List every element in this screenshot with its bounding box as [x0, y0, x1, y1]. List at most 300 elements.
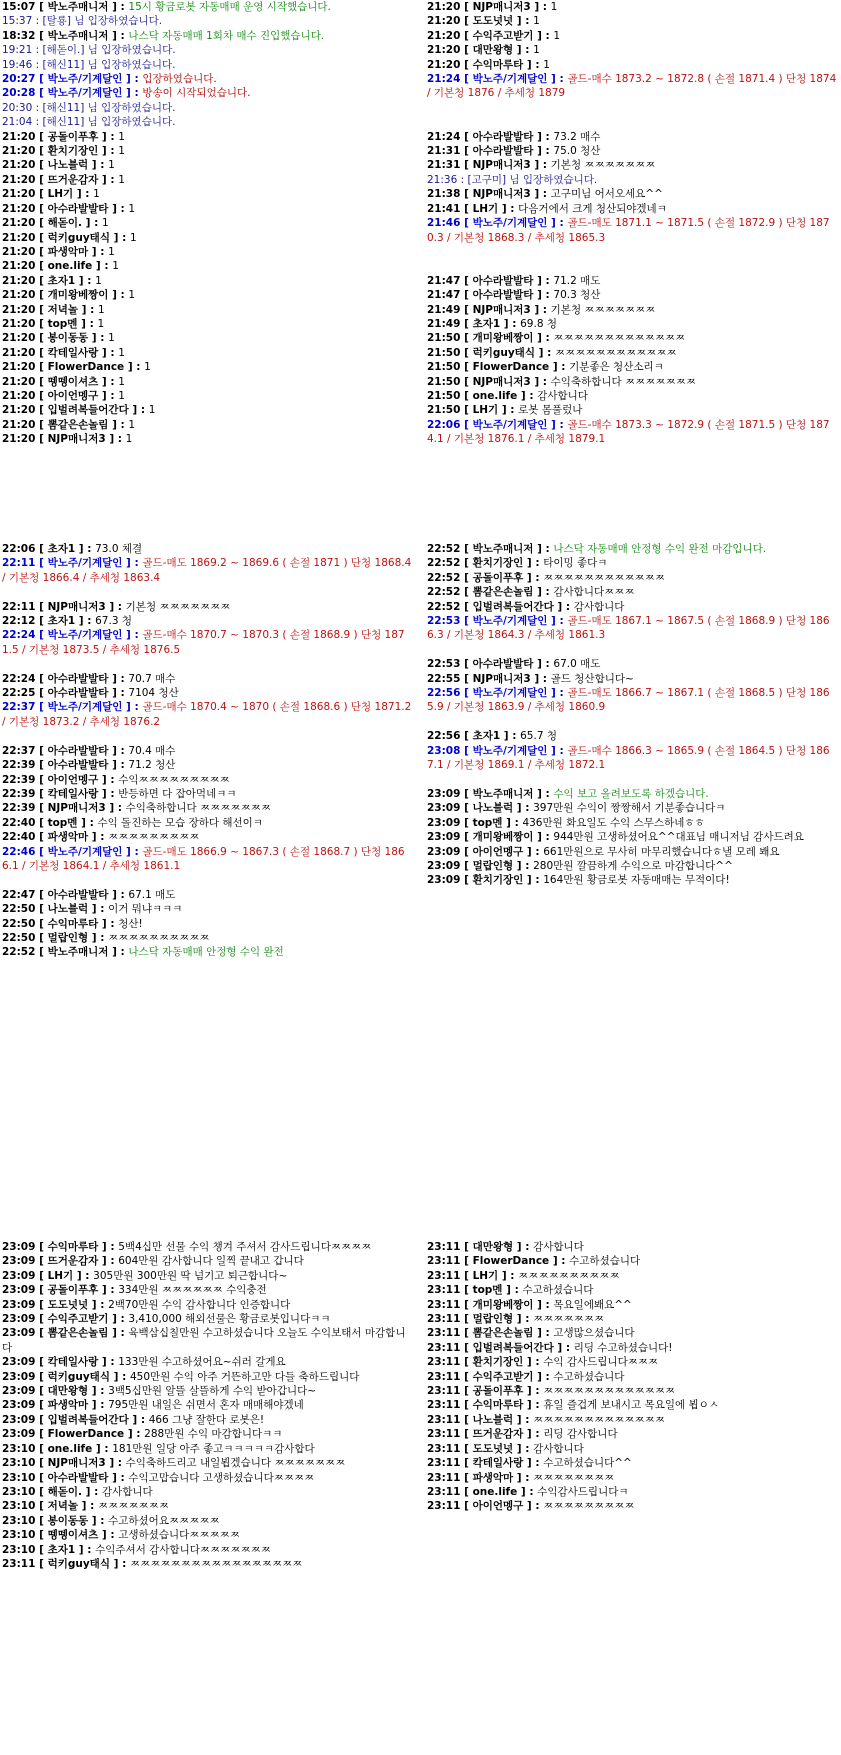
message-time: 22:47 [2, 888, 36, 901]
message-time: 21:24 [427, 130, 461, 143]
chat-message [2, 360, 412, 374]
sender-nickname: 박노주/기계달인 [47, 73, 123, 86]
nick-close: ] : [128, 404, 149, 417]
chat-message [2, 600, 412, 614]
nick-open: [ [35, 418, 48, 431]
sender-nickname: 환치기장인 [47, 145, 99, 158]
chat-message [427, 0, 837, 14]
sender-nickname: 럭키guy태식 [47, 231, 110, 244]
message-time: 18:32 [2, 29, 36, 42]
chat-message [427, 1456, 837, 1470]
sender-nickname: NJP매니저3 [47, 802, 106, 815]
sender-nickname: NJP매니저3 [472, 303, 531, 316]
message-time: 22:24 [2, 629, 36, 642]
sender-nickname: 럭키guy태식 [472, 346, 535, 359]
chat-message [427, 830, 837, 844]
nick-open: [ [460, 1255, 473, 1268]
chat-message [2, 888, 412, 902]
sender-nickname: 아수라발발타 [472, 274, 534, 287]
nick-open: [ [460, 543, 473, 555]
nick-close: ] : [513, 859, 534, 872]
nick-open: [ [460, 816, 473, 829]
chat-message [427, 288, 837, 302]
chat-message [2, 1384, 412, 1398]
message-text: ㅉㅉㅉㅉㅉㅉㅉ [97, 1500, 169, 1513]
message-text: 164만원 황금로봇 자동매매는 무적이다! [543, 874, 730, 887]
message-text: 육백삼십칠만원 수고하셨습니다 오늘도 수익보태서 마감합니다 [2, 1327, 406, 1354]
message-text: ㅉㅉㅉㅉㅉㅉㅉㅉㅉㅉㅉㅉ [543, 571, 665, 584]
message-time: 22:12 [2, 615, 36, 628]
nick-close: ] : [523, 1457, 544, 1470]
nick-close: ] : [108, 888, 129, 901]
nick-close: ] : [105, 802, 126, 815]
message-text: 1 [112, 260, 119, 273]
message-time: 21:50 [427, 332, 461, 345]
message-time: 21:20 [2, 375, 36, 388]
chat-message [2, 1269, 412, 1283]
nick-close: ] : [122, 557, 143, 570]
nick-open: [ [35, 1514, 48, 1527]
message-time: 23:09 [2, 1327, 36, 1340]
nick-close: ] : [98, 346, 119, 359]
message-text: 기분좋은 청산소리ㅋ [569, 361, 664, 374]
nick-open: [ [460, 1298, 473, 1311]
message-text: 7104 청산 [128, 687, 179, 700]
nick-open: [ [35, 202, 48, 215]
nick-open: [ [35, 1557, 48, 1570]
message-time: 23:09 [2, 1255, 36, 1268]
chat-message [427, 1427, 837, 1441]
nick-close: ] : [553, 1341, 574, 1354]
message-time: 21:50 [427, 361, 461, 374]
message-time: 23:09 [2, 1269, 36, 1282]
sender-nickname: top멘 [47, 816, 78, 829]
nick-open: [ [35, 274, 48, 287]
chat-message [2, 1283, 412, 1297]
message-text: 수익고맙습니다 고생하셨습니다ㅉㅉㅉㅉ [128, 1471, 315, 1484]
chat-message [2, 628, 412, 657]
chat-message [2, 144, 412, 158]
message-time: 23:11 [427, 1428, 461, 1441]
nick-close: ] : [88, 903, 109, 916]
message-text: 1 [118, 346, 125, 359]
nick-close: ] : [502, 816, 523, 829]
sender-nickname: 대만왕형 [472, 1241, 514, 1253]
nick-open: [ [460, 418, 473, 431]
message-text: ㅉㅉㅉㅉㅉㅉㅉ [533, 1313, 605, 1326]
nick-close: ] : [78, 303, 98, 316]
chat-message [2, 0, 412, 14]
chat-message [2, 1298, 412, 1312]
chat-message [2, 202, 412, 216]
message-time: 21:46 [427, 217, 461, 230]
message-time: 21:20 [2, 145, 36, 158]
message-time: 22:24 [2, 672, 36, 685]
message-time: 23:09 [2, 1370, 36, 1383]
nick-close: ] : [533, 1370, 554, 1383]
message-time: 15:07 [2, 1, 36, 13]
message-text: 795만원 내일은 쉬면서 혼자 매매해야겠네 [108, 1399, 304, 1412]
nick-open: [ [35, 615, 48, 628]
spacer [427, 259, 837, 273]
nick-open: [ [35, 375, 48, 388]
message-time: 23:09 [2, 1385, 36, 1398]
nick-open: [ [35, 773, 48, 786]
nick-close: ] : [108, 289, 129, 302]
message-time: 23:09 [427, 874, 461, 887]
sender-nickname: 박노주/기계달인 [47, 845, 123, 858]
chat-message [2, 1398, 412, 1412]
message-time: 23:09 [2, 1241, 36, 1253]
nick-open: [ [460, 1327, 473, 1340]
nick-open: [ [35, 917, 48, 930]
message-text: 1 [101, 217, 109, 230]
chat-message [2, 1427, 412, 1441]
sender-nickname: 박노주/기계달인 [472, 687, 548, 700]
sender-nickname: 아수라발발타 [47, 888, 109, 901]
chat-message [2, 231, 412, 245]
message-text: 334만원 ㅉㅉㅉㅉㅉㅉ 수익충전 [118, 1284, 267, 1297]
message-text: 288만원 수익 마감합니다ㅋㅋ [144, 1428, 283, 1441]
nick-open: [ [460, 802, 473, 815]
chat-message [427, 130, 837, 144]
nick-open: [ [35, 217, 48, 230]
nick-close: ] : [108, 672, 129, 685]
spacer [2, 657, 412, 671]
nick-close: ] : [498, 404, 519, 417]
nick-close: ] : [98, 145, 119, 158]
nick-open: [ [35, 557, 48, 570]
message-text: 5백4십만 선물 수익 챙겨 주셔서 감사드립니다ㅉㅉㅉㅉ [118, 1241, 372, 1253]
nick-open: [ [460, 1399, 473, 1412]
chat-message [427, 1370, 837, 1384]
sender-nickname: 파생악마 [47, 1399, 89, 1412]
nick-open: [ [35, 1471, 48, 1484]
message-time: 22:53 [427, 615, 461, 628]
message-text: 휴일 즐겁게 보내시고 목요일에 뵙ㅇㅅ [543, 1399, 719, 1412]
message-text: 리딩 수고하셨습니다! [573, 1341, 673, 1354]
chat-message [2, 288, 412, 302]
sender-nickname: 대만왕형 [47, 1385, 89, 1398]
nick-open: [ [460, 188, 473, 201]
message-time: 21:20 [2, 217, 36, 230]
system-notice: 19:46 : [해신11] 님 입장하였습니다. [2, 58, 176, 71]
sender-nickname: NJP매니저3 [47, 600, 106, 613]
sender-nickname: 봉이동동 [47, 332, 89, 345]
nick-open: [ [460, 1428, 473, 1441]
nick-close: ] : [523, 1385, 544, 1398]
message-text: 수익 감사드립니다ㅉㅉㅉ [543, 1356, 659, 1369]
nick-open: [ [460, 202, 473, 215]
message-text: 다음거에서 크게 청산되야겠네ㅋ [518, 202, 667, 215]
sender-nickname: 아이언멩구 [47, 389, 99, 402]
nick-open: [ [35, 672, 48, 685]
message-text: 67.1 매도 [128, 888, 176, 901]
nick-close: ] : [108, 1327, 129, 1340]
chat-message [427, 787, 837, 801]
nick-close: ] : [108, 759, 129, 772]
chat-message [2, 1413, 412, 1427]
chat-message [2, 1326, 412, 1355]
message-time: 23:10 [2, 1529, 36, 1542]
nick-open: [ [460, 874, 473, 887]
message-text: 골드-매수 1866.3 ~ 1865.9 ( 손절 1864.5 ) 단청 1867.1 / 기본청 1869.1 / 추세청 1872.1 [427, 744, 830, 772]
nick-open: [ [460, 1500, 473, 1513]
nick-close: ] : [498, 202, 519, 215]
sender-nickname: 박노주매니저 [47, 946, 109, 959]
sender-nickname: 입벌려복들어간다 [47, 1413, 129, 1426]
message-time: 21:20 [427, 1, 461, 13]
nick-close: ] : [523, 1399, 544, 1412]
sender-nickname: one.life [47, 1442, 93, 1455]
nick-open: [ [35, 29, 48, 42]
sender-nickname: 입벌려복들어간다 [472, 600, 554, 613]
nick-open: [ [35, 245, 48, 258]
nick-close: ] : [98, 173, 119, 186]
message-text: 1 [128, 289, 136, 302]
nick-open: [ [35, 130, 48, 143]
message-time: 22:50 [2, 903, 36, 916]
chat-message [427, 729, 837, 743]
chat-message [427, 672, 837, 686]
nick-close: ] : [500, 317, 521, 330]
sender-nickname: 박노주/기계달인 [47, 557, 123, 570]
nick-close: ] : [105, 1457, 126, 1470]
chat-message [2, 773, 412, 787]
chat-message [427, 317, 837, 331]
chat-message [2, 1254, 412, 1268]
message-text: 수고하셨습니다 [522, 1284, 594, 1297]
nick-close: ] : [547, 615, 568, 628]
nick-close: ] : [533, 586, 554, 599]
nick-close: ] : [547, 73, 568, 86]
chat-message [427, 542, 837, 556]
nick-open: [ [460, 346, 473, 359]
chat-message [427, 801, 837, 815]
nick-open: [ [460, 859, 473, 872]
sender-nickname: 박노주매니저 [47, 1, 109, 13]
nick-close: ] : [98, 787, 119, 800]
sender-nickname: 칵테일사랑 [47, 1356, 99, 1369]
message-text: 3,410,000 해외선물은 황금로봇입니다ㅋㅋ [128, 1313, 331, 1326]
chat-message [427, 657, 837, 671]
chat-message [2, 1485, 412, 1499]
chat-message [2, 115, 412, 129]
chat-message [2, 744, 412, 758]
chat-message [427, 1283, 837, 1297]
nick-open: [ [35, 361, 48, 374]
chat-message [427, 202, 837, 216]
nick-close: ] : [534, 346, 555, 359]
message-time: 23:09 [2, 1413, 36, 1426]
chat-message [2, 72, 412, 86]
nick-close: ] : [88, 245, 109, 258]
chat-message [427, 686, 837, 715]
nick-open: [ [460, 672, 473, 685]
nick-open: [ [35, 260, 48, 273]
spacer [427, 643, 837, 657]
message-time: 21:20 [2, 332, 36, 345]
chat-message [2, 158, 412, 172]
chat-message [2, 542, 412, 556]
nick-close: ] : [533, 658, 554, 671]
message-time: 22:39 [2, 773, 36, 786]
nick-open: [ [460, 1370, 473, 1383]
message-text: 181만원 일당 아주 좋고ㅋㅋㅋㅋㅋ감사합다 [112, 1442, 315, 1455]
nick-close: ] : [533, 787, 554, 800]
sender-nickname: 칵테일사랑 [47, 346, 99, 359]
message-time: 22:56 [427, 687, 461, 700]
sender-nickname: FlowerDance [472, 361, 550, 374]
message-text: 1 [128, 202, 136, 215]
message-time: 22:40 [2, 816, 36, 829]
nick-close: ] : [108, 1, 129, 13]
nick-close: ] : [533, 831, 554, 844]
message-time: 21:20 [2, 245, 36, 258]
sender-nickname: FlowerDance [472, 1255, 550, 1268]
sender-nickname: 파생악마 [47, 245, 89, 258]
sender-nickname: LH기 [47, 188, 74, 201]
chat-message [2, 375, 412, 389]
chat-message [427, 1269, 837, 1283]
message-time: 21:20 [2, 173, 36, 186]
sender-nickname: 박노주/기계달인 [472, 744, 548, 757]
message-text: 수고하셨습니다 [569, 1255, 641, 1268]
chat-panel-2 [427, 0, 837, 447]
message-time: 21:47 [427, 274, 461, 287]
sender-nickname: NJP매니저3 [47, 1457, 106, 1470]
message-time: 21:20 [2, 389, 36, 402]
message-time: 23:11 [427, 1500, 461, 1513]
nick-close: ] : [547, 217, 568, 230]
message-text: 골드-매수 1870.7 ~ 1870.3 ( 손절 1868.9 ) 단청 1871.5 / 기본청 1873.5 / 추세청 1876.5 [2, 629, 405, 656]
sender-nickname: 박노주매니저 [47, 29, 109, 42]
chat-message [2, 216, 412, 230]
message-text: 기본청 ㅉㅉㅉㅉㅉㅉㅉ [550, 159, 656, 172]
sender-nickname: 아수라발발타 [47, 672, 109, 685]
chat-message [427, 274, 837, 288]
nick-close: ] : [513, 1241, 534, 1253]
nick-close: ] : [533, 1327, 554, 1340]
sender-nickname: top멘 [472, 816, 503, 829]
nick-open: [ [35, 903, 48, 916]
message-text: 1 [543, 58, 550, 71]
nick-close: ] : [513, 1313, 534, 1326]
nick-open: [ [35, 701, 48, 714]
message-time: 23:11 [427, 1471, 461, 1484]
chat-message [2, 418, 412, 432]
chat-message [2, 787, 412, 801]
sender-nickname: 럭키guy태식 [47, 1370, 110, 1383]
message-text: 71.2 매도 [553, 274, 601, 287]
nick-open: [ [35, 1269, 48, 1282]
nick-open: [ [35, 145, 48, 158]
sender-nickname: 박노주/기계달인 [472, 418, 548, 431]
nick-open: [ [35, 759, 48, 772]
sender-nickname: FlowerDance [47, 1428, 125, 1441]
nick-open: [ [460, 159, 473, 172]
nick-close: ] : [108, 687, 129, 700]
nick-open: [ [460, 1313, 473, 1326]
message-time: 23:11 [427, 1284, 461, 1297]
message-text: 305만원 300만원 딱 넘기고 퇴근합니다~ [93, 1269, 288, 1282]
nick-open: [ [35, 687, 48, 700]
nick-close: ] : [517, 389, 538, 402]
chat-message [2, 672, 412, 686]
nick-close: ] : [513, 1413, 534, 1426]
sender-nickname: 아수라발발타 [47, 687, 109, 700]
sender-nickname: 입벌려복들어간다 [47, 404, 129, 417]
nick-open: [ [35, 1, 48, 13]
message-time: 22:06 [2, 543, 36, 555]
nick-open: [ [35, 931, 48, 944]
chat-message [427, 216, 837, 245]
nick-open: [ [460, 1385, 473, 1398]
nick-close: ] : [108, 202, 129, 215]
nick-close: ] : [108, 29, 129, 42]
message-time: 22:46 [2, 845, 36, 858]
message-time: 23:11 [427, 1327, 461, 1340]
message-text: ㅉㅉㅉㅉㅉㅉㅉㅉㅉㅉㅉㅉ [554, 346, 677, 359]
chat-message [427, 14, 837, 28]
nick-close: ] : [108, 1313, 129, 1326]
chat-message [427, 1471, 837, 1485]
sender-nickname: 멀랍인형 [47, 931, 89, 944]
chat-message [2, 556, 412, 585]
message-time: 22:39 [2, 787, 36, 800]
message-time: 23:11 [427, 1399, 461, 1412]
nick-close: ] : [530, 672, 551, 685]
message-time: 22:39 [2, 759, 36, 772]
nick-open: [ [35, 1485, 48, 1498]
message-time: 21:20 [2, 404, 36, 417]
nick-close: ] : [553, 600, 574, 613]
nick-close: ] : [88, 1298, 109, 1311]
message-time: 23:11 [427, 1356, 461, 1369]
message-time: 22:06 [427, 418, 461, 431]
chat-message [427, 389, 837, 403]
chat-message [2, 432, 412, 446]
message-time: 23:10 [2, 1514, 36, 1527]
nick-close: ] : [530, 1, 551, 13]
nick-open: [ [460, 404, 473, 417]
chat-message [2, 1528, 412, 1542]
nick-open: [ [460, 44, 473, 57]
message-time: 21:20 [2, 274, 36, 287]
nick-open: [ [460, 1356, 473, 1369]
sender-nickname: 아이언멩구 [472, 1500, 524, 1513]
nick-close: ] : [108, 418, 129, 431]
sender-nickname: 칵테일사랑 [47, 787, 99, 800]
chat-message [2, 14, 412, 28]
sender-nickname: 뗑뗑이셔츠 [47, 1529, 99, 1542]
sender-nickname: 수익마루타 [472, 58, 524, 71]
message-time: 22:40 [2, 831, 36, 844]
message-text: 기본청 ㅉㅉㅉㅉㅉㅉㅉ [550, 303, 656, 316]
nick-open: [ [460, 615, 473, 628]
nick-open: [ [35, 389, 48, 402]
nick-open: [ [460, 1, 473, 13]
chat-message [427, 1254, 837, 1268]
nick-close: ] : [533, 332, 554, 345]
nick-open: [ [35, 404, 48, 417]
chat-message [2, 130, 412, 144]
nick-close: ] : [108, 946, 129, 959]
message-time: 23:09 [2, 1298, 36, 1311]
chat-message [427, 1485, 837, 1499]
chat-panel-1 [2, 0, 412, 447]
nick-close: ] : [98, 130, 119, 143]
